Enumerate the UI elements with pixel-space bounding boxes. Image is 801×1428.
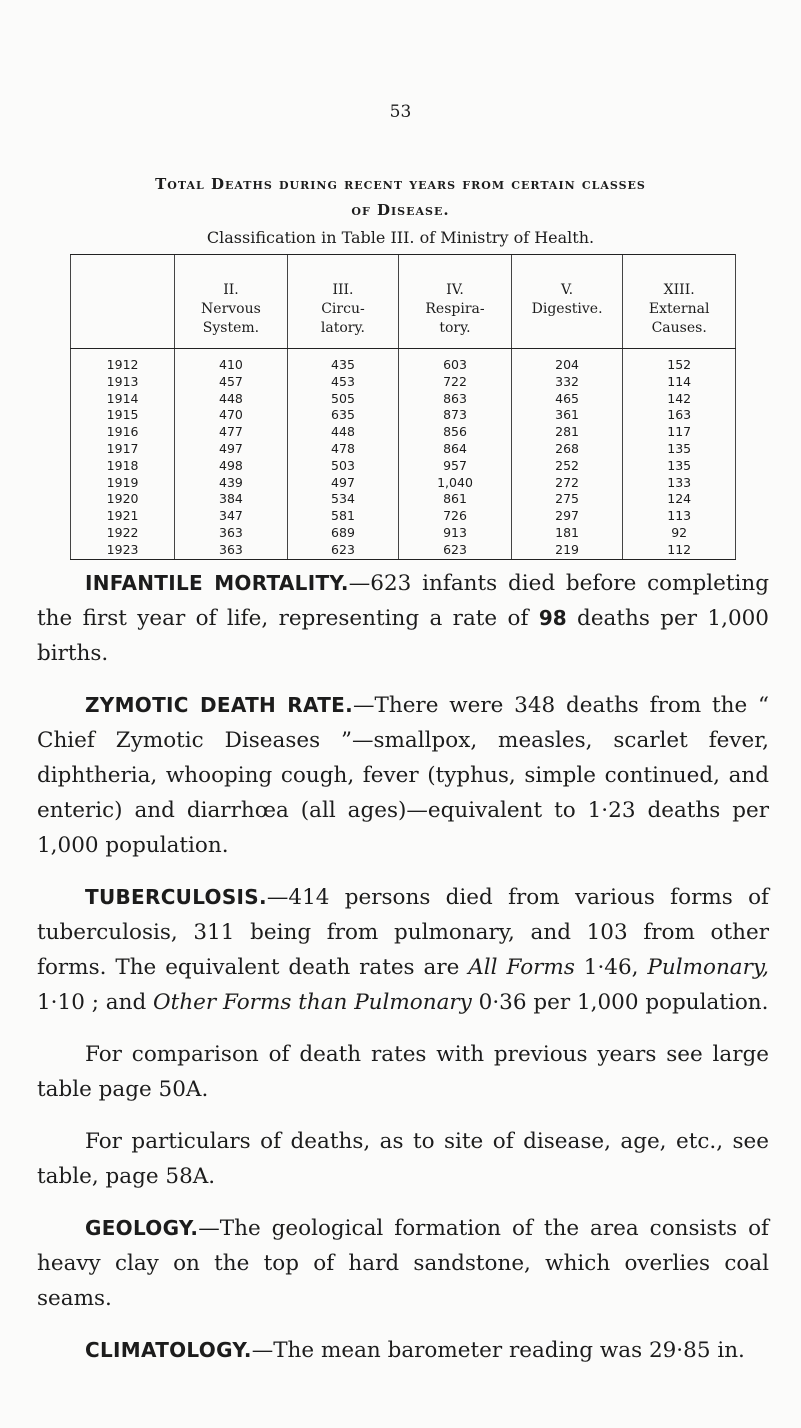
table-title: Total Deaths during recent years from certain classes bbox=[155, 175, 646, 193]
value-cell: 135 bbox=[623, 458, 736, 475]
paragraph-tuberculosis: TUBERCULOSIS.—414 persons died from various forms of tuberculosis, 311 being from pulmonary, and 103 from other forms. The equivalent death rates are All Forms 1·46, Pulmonary, 1·10 ; and Other Forms than Pulmonary 0·36 per 1,000 population. bbox=[37, 885, 770, 1015]
section-heading: TUBERCULOSIS. bbox=[85, 885, 267, 909]
year-cell: 1922 bbox=[71, 525, 175, 542]
value-cell: 163 bbox=[623, 407, 736, 424]
column-header-year bbox=[71, 255, 175, 349]
value-cell: 913 bbox=[399, 525, 512, 542]
value-cell: 435 bbox=[287, 349, 398, 374]
value-cell: 363 bbox=[175, 525, 288, 542]
paragraph-geology: GEOLOGY.—The geological formation of the area consists of heavy clay on the top of hard sandstone, which overlies coal seams. bbox=[37, 1216, 769, 1311]
value-cell: 623 bbox=[287, 542, 398, 559]
paragraph-zymotic-death-rate: ZYMOTIC DEATH RATE.—There were 348 deaths from the “ Chief Zymotic Diseases ”—smallpox, measles, scarlet fever, diphtheria, whooping cough, fever (typhus, simple continued, and enteric) and diarrhœa (all ages)—equivalent to 1·23 deaths per 1,000 population. bbox=[37, 693, 769, 858]
value-cell: 1,040 bbox=[399, 475, 512, 492]
table-row bbox=[71, 407, 736, 424]
year-cell: 1916 bbox=[71, 424, 175, 441]
value-cell: 384 bbox=[175, 491, 288, 508]
value-cell: 133 bbox=[623, 475, 736, 492]
value-cell: 873 bbox=[399, 407, 512, 424]
value-cell: 635 bbox=[287, 407, 398, 424]
year-cell: 1914 bbox=[71, 391, 175, 408]
value-cell: 497 bbox=[287, 475, 398, 492]
column-header: XIII. External Causes. bbox=[623, 255, 736, 349]
table-row bbox=[71, 391, 736, 408]
value-cell: 113 bbox=[623, 508, 736, 525]
value-cell: 152 bbox=[623, 349, 736, 374]
table-caption: Classification in Table III. of Ministry of Health. bbox=[206, 228, 595, 247]
value-cell: 623 bbox=[399, 542, 512, 559]
section-heading: ZYMOTIC DEATH RATE. bbox=[85, 693, 354, 717]
value-cell: 124 bbox=[623, 491, 736, 508]
table-subtitle: of Disease. bbox=[351, 201, 450, 219]
value-cell: 204 bbox=[511, 349, 623, 374]
value-cell: 861 bbox=[399, 491, 512, 508]
table-row bbox=[71, 525, 736, 542]
table-row bbox=[71, 491, 736, 508]
value-cell: 410 bbox=[175, 349, 288, 374]
value-cell: 503 bbox=[287, 458, 398, 475]
deaths-table bbox=[70, 254, 736, 560]
year-cell: 1918 bbox=[71, 458, 175, 475]
year-cell: 1923 bbox=[71, 542, 175, 559]
value-cell: 863 bbox=[399, 391, 512, 408]
value-cell: 114 bbox=[623, 374, 736, 391]
column-header: V. Digestive. bbox=[511, 255, 623, 349]
table-header-row bbox=[71, 255, 736, 349]
value-cell: 332 bbox=[511, 374, 623, 391]
paragraph-climatology: CLIMATOLOGY.—The mean barometer reading was 29·85 in. bbox=[85, 1338, 745, 1363]
value-cell: 142 bbox=[623, 391, 736, 408]
value-cell: 453 bbox=[287, 374, 398, 391]
section-heading: CLIMATOLOGY. bbox=[85, 1338, 252, 1362]
value-cell: 219 bbox=[511, 542, 623, 559]
value-cell: 722 bbox=[399, 374, 512, 391]
value-cell: 363 bbox=[175, 542, 288, 559]
value-cell: 181 bbox=[511, 525, 623, 542]
value-cell: 92 bbox=[623, 525, 736, 542]
value-cell: 117 bbox=[623, 424, 736, 441]
value-cell: 957 bbox=[399, 458, 512, 475]
value-cell: 465 bbox=[511, 391, 623, 408]
value-cell: 281 bbox=[511, 424, 623, 441]
table-row bbox=[71, 542, 736, 559]
table-row bbox=[71, 508, 736, 525]
value-cell: 135 bbox=[623, 441, 736, 458]
value-cell: 689 bbox=[287, 525, 398, 542]
value-cell: 603 bbox=[399, 349, 512, 374]
value-cell: 864 bbox=[399, 441, 512, 458]
value-cell: 252 bbox=[511, 458, 623, 475]
value-cell: 498 bbox=[175, 458, 288, 475]
value-cell: 439 bbox=[175, 475, 288, 492]
value-cell: 457 bbox=[175, 374, 288, 391]
value-cell: 497 bbox=[175, 441, 288, 458]
section-heading: GEOLOGY. bbox=[85, 1216, 199, 1240]
table-row bbox=[71, 424, 736, 441]
year-cell: 1919 bbox=[71, 475, 175, 492]
value-cell: 361 bbox=[511, 407, 623, 424]
value-cell: 477 bbox=[175, 424, 288, 441]
column-header: IV. Respira- tory. bbox=[399, 255, 512, 349]
value-cell: 581 bbox=[287, 508, 398, 525]
value-cell: 534 bbox=[287, 491, 398, 508]
value-cell: 275 bbox=[511, 491, 623, 508]
value-cell: 272 bbox=[511, 475, 623, 492]
value-cell: 112 bbox=[623, 542, 736, 559]
table-row bbox=[71, 441, 736, 458]
column-header: II. Nervous System. bbox=[175, 255, 288, 349]
year-cell: 1912 bbox=[71, 349, 175, 374]
value-cell: 505 bbox=[287, 391, 398, 408]
year-cell: 1913 bbox=[71, 374, 175, 391]
value-cell: 448 bbox=[175, 391, 288, 408]
value-cell: 470 bbox=[175, 407, 288, 424]
infant-rate: 98 bbox=[538, 606, 567, 630]
value-cell: 726 bbox=[399, 508, 512, 525]
table-row bbox=[71, 374, 736, 391]
body-text bbox=[37, 566, 769, 1385]
paragraph-particulars: For particulars of deaths, as to site of disease, age, etc., see table, page 58A. bbox=[37, 1129, 769, 1189]
value-cell: 478 bbox=[287, 441, 398, 458]
table-row bbox=[71, 475, 736, 492]
table-row bbox=[71, 458, 736, 475]
paragraph-comparison: For comparison of death rates with previous years see large table page 50A. bbox=[37, 1042, 769, 1102]
year-cell: 1917 bbox=[71, 441, 175, 458]
year-cell: 1921 bbox=[71, 508, 175, 525]
value-cell: 297 bbox=[511, 508, 623, 525]
section-heading: INFANTILE MORTALITY. bbox=[85, 571, 349, 595]
value-cell: 448 bbox=[287, 424, 398, 441]
page-number: 53 bbox=[389, 102, 412, 122]
value-cell: 856 bbox=[399, 424, 512, 441]
column-header: III. Circu- latory. bbox=[287, 255, 398, 349]
paragraph-infantile-mortality: INFANTILE MORTALITY.—623 infants died before completing the first year of life, representing a rate of 98 deaths per 1,000 births. bbox=[37, 571, 769, 666]
value-cell: 347 bbox=[175, 508, 288, 525]
table-row bbox=[71, 349, 736, 374]
value-cell: 268 bbox=[511, 441, 623, 458]
year-cell: 1915 bbox=[71, 407, 175, 424]
year-cell: 1920 bbox=[71, 491, 175, 508]
